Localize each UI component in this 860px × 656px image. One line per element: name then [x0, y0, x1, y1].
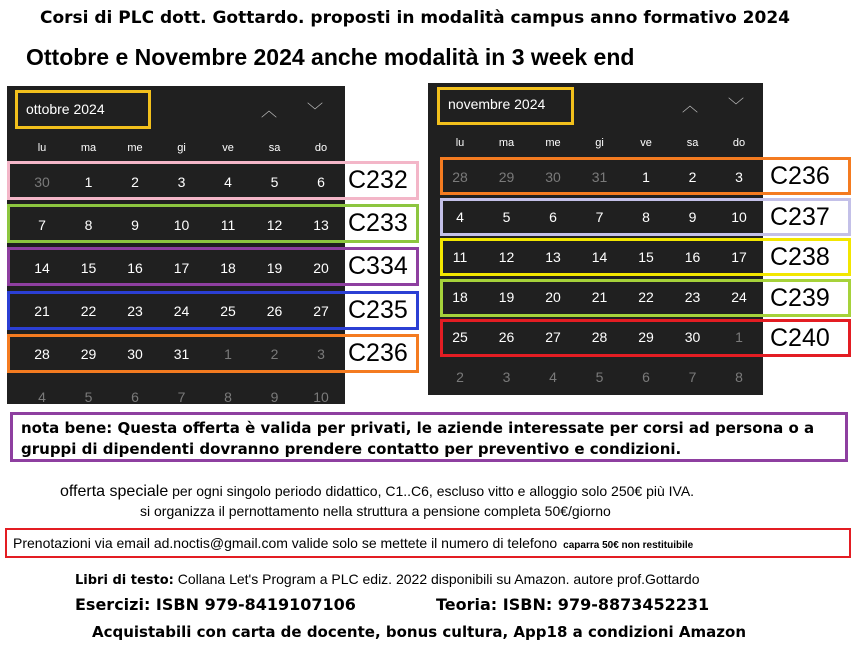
weekday-label: do — [314, 142, 328, 154]
libri-text: Collana Let's Program a PLC ediz. 2022 disponibili su Amazon. autore prof.Gottardo — [173, 571, 700, 587]
libri-line — [75, 571, 699, 588]
day-cell[interactable]: 27 — [313, 303, 329, 319]
day-cell[interactable]: 11 — [220, 217, 236, 233]
day-cell[interactable]: 13 — [313, 217, 329, 233]
weekday-label: do — [732, 137, 746, 149]
day-cell[interactable]: 4 — [224, 174, 232, 190]
day-cell[interactable]: 8 — [642, 209, 650, 225]
day-cell[interactable]: 30 — [545, 169, 561, 185]
day-cell[interactable]: 1 — [642, 169, 650, 185]
day-cell[interactable]: 25 — [220, 303, 236, 319]
day-cell[interactable]: 10 — [313, 389, 329, 405]
day-cell[interactable]: 29 — [498, 169, 515, 185]
day-cell[interactable]: 22 — [638, 289, 654, 305]
day-cell[interactable]: 31 — [173, 346, 190, 362]
day-cell[interactable]: 7 — [595, 209, 604, 225]
day-cell[interactable]: 29 — [638, 329, 654, 345]
chevron-up-icon[interactable]: ︿ — [261, 101, 278, 120]
course-code-label: C240 — [770, 324, 830, 352]
day-cell[interactable]: 6 — [642, 369, 650, 385]
course-code-label: C239 — [770, 283, 830, 312]
day-cell[interactable]: 19 — [498, 289, 515, 305]
day-cell[interactable]: 20 — [545, 289, 561, 305]
course-code-label: C237 — [770, 202, 830, 231]
day-cell[interactable]: 8 — [224, 389, 232, 405]
day-cell[interactable]: 4 — [456, 209, 464, 225]
weekday-label: ma — [80, 142, 97, 154]
day-cell[interactable]: 2 — [270, 346, 279, 362]
weekday-label: gi — [595, 137, 604, 149]
offerta-text: per ogni singolo periodo didattico, C1..C6, escluso vitto e alloggio solo 250€ più IVA. — [168, 483, 695, 499]
day-cell[interactable]: 8 — [735, 369, 743, 385]
day-cell[interactable]: 30 — [127, 346, 143, 362]
header-line-1: Corsi di PLC dott. Gottardo. proposti in modalità campus anno formativo 2024 — [39, 8, 790, 28]
acquistabili-line: Acquistabili con carta de docente, bonus cultura, App18 a condizioni Amazon — [92, 623, 746, 641]
header-line-2: Ottobre e Novembre 2024 anche modalità in 3 week end — [26, 44, 635, 70]
day-cell[interactable]: 7 — [688, 369, 697, 385]
day-cell[interactable]: 12 — [266, 217, 283, 233]
day-cell[interactable]: 1 — [735, 329, 743, 345]
day-cell[interactable]: 18 — [220, 260, 236, 276]
day-cell[interactable]: 15 — [80, 260, 97, 276]
weekday-label: lu — [37, 142, 47, 154]
day-cell[interactable]: 17 — [731, 249, 747, 265]
day-cell[interactable]: 2 — [131, 174, 139, 190]
day-cell[interactable]: 14 — [591, 249, 608, 265]
course-code-label: C334 — [348, 252, 408, 281]
day-cell[interactable]: 1 — [84, 174, 93, 190]
day-cell[interactable]: 10 — [173, 217, 190, 233]
day-cell[interactable]: 30 — [684, 329, 701, 345]
day-cell[interactable]: 6 — [317, 174, 325, 190]
day-cell[interactable]: 3 — [502, 369, 511, 385]
course-code-label: C238 — [770, 243, 830, 271]
day-cell[interactable]: 2 — [688, 169, 697, 185]
day-cell[interactable]: 9 — [131, 217, 139, 233]
libri-label: Libri di testo: — [75, 573, 174, 588]
prenotazioni-box — [5, 528, 851, 558]
day-cell[interactable]: 16 — [127, 260, 143, 276]
day-cell[interactable]: 20 — [313, 260, 329, 276]
month-title[interactable]: ottobre 2024 — [26, 101, 105, 117]
day-cell[interactable]: 21 — [591, 289, 608, 305]
day-cell[interactable]: 12 — [498, 249, 515, 265]
day-cell[interactable]: 23 — [127, 303, 143, 319]
weekday-label: lu — [455, 137, 465, 149]
weekday-label: ma — [498, 137, 515, 149]
day-cell[interactable]: 5 — [84, 389, 93, 405]
weekday-label: me — [545, 137, 561, 149]
offerta-line — [60, 483, 694, 501]
day-cell[interactable]: 11 — [452, 249, 468, 265]
day-cell[interactable]: 24 — [731, 289, 747, 305]
course-code-label: C236 — [770, 162, 830, 190]
teoria-isbn: Teoria: ISBN: 979-8873452231 — [436, 595, 710, 614]
weekday-label: sa — [686, 137, 699, 149]
offerta-line-2: si organizza il pernottamento nella struttura a pensione completa 50€/giorno — [140, 503, 611, 519]
course-code-label: C235 — [348, 295, 408, 324]
nota-bene-box: nota bene: Questa offerta è valida per privati, le aziende interessate per corsi ad persona o a gruppi di dipendenti dovranno prendere contatto per preventivo e condizioni. — [10, 412, 848, 462]
day-cell[interactable]: 16 — [684, 249, 701, 265]
weekday-label: me — [127, 142, 143, 154]
day-cell[interactable]: 18 — [452, 289, 468, 305]
day-cell[interactable]: 31 — [591, 169, 608, 185]
day-cell[interactable]: 10 — [731, 209, 747, 225]
prenotazioni-text: Prenotazioni via email ad.noctis@gmail.com valide solo se mettete il numero di telefono — [13, 535, 558, 551]
weekday-label: gi — [177, 142, 186, 154]
day-cell[interactable]: 3 — [735, 169, 743, 185]
offerta-label: offerta speciale — [60, 483, 169, 500]
day-cell[interactable]: 22 — [80, 303, 97, 319]
day-cell[interactable]: 6 — [549, 209, 557, 225]
day-cell[interactable]: 23 — [684, 289, 701, 305]
day-cell[interactable]: 26 — [266, 303, 283, 319]
day-cell[interactable]: 19 — [266, 260, 283, 276]
day-cell[interactable]: 29 — [80, 346, 97, 362]
day-cell[interactable]: 13 — [545, 249, 561, 265]
day-cell[interactable]: 7 — [38, 217, 46, 233]
day-cell[interactable]: 4 — [38, 389, 46, 405]
weekday-label: sa — [268, 142, 281, 154]
day-cell[interactable]: 21 — [34, 303, 50, 319]
day-cell[interactable]: 7 — [177, 389, 186, 405]
chevron-down-icon[interactable]: ﹀ — [307, 101, 324, 120]
day-cell[interactable]: 28 — [591, 329, 608, 345]
weekday-label: ve — [222, 142, 234, 154]
day-cell[interactable]: 25 — [452, 329, 468, 345]
day-cell[interactable]: 28 — [34, 346, 50, 362]
day-cell[interactable]: 3 — [317, 346, 325, 362]
day-cell[interactable]: 5 — [502, 209, 511, 225]
day-cell[interactable]: 5 — [270, 174, 279, 190]
day-cell[interactable]: 28 — [452, 169, 468, 185]
day-cell[interactable]: 1 — [224, 346, 232, 362]
day-cell[interactable]: 8 — [84, 217, 93, 233]
day-cell[interactable]: 30 — [34, 174, 50, 190]
day-cell[interactable]: 27 — [545, 329, 561, 345]
day-cell[interactable]: 14 — [34, 260, 50, 276]
esercizi-isbn: Esercizi: ISBN 979-8419107106 — [75, 595, 356, 614]
course-code-label: C232 — [348, 166, 408, 194]
day-cell[interactable]: 4 — [549, 369, 557, 385]
day-cell[interactable]: 9 — [688, 209, 697, 225]
day-cell[interactable]: 26 — [498, 329, 515, 345]
day-cell[interactable]: 15 — [638, 249, 654, 265]
caparra-note: caparra 50€ non restituibile — [563, 540, 694, 551]
month-title[interactable]: novembre 2024 — [448, 96, 546, 112]
day-cell[interactable]: 5 — [595, 369, 604, 385]
course-code-label: C236 — [348, 338, 408, 367]
day-cell[interactable]: 17 — [173, 260, 190, 276]
day-cell[interactable]: 6 — [131, 389, 139, 405]
weekday-label: ve — [640, 137, 652, 149]
chevron-up-icon[interactable]: ︿ — [682, 96, 699, 115]
day-cell[interactable]: 2 — [456, 369, 464, 385]
day-cell[interactable]: 24 — [173, 303, 190, 319]
day-cell[interactable]: 9 — [270, 389, 279, 405]
day-cell[interactable]: 3 — [177, 174, 186, 190]
chevron-down-icon[interactable]: ﹀ — [728, 96, 745, 115]
course-code-label: C233 — [348, 209, 408, 238]
